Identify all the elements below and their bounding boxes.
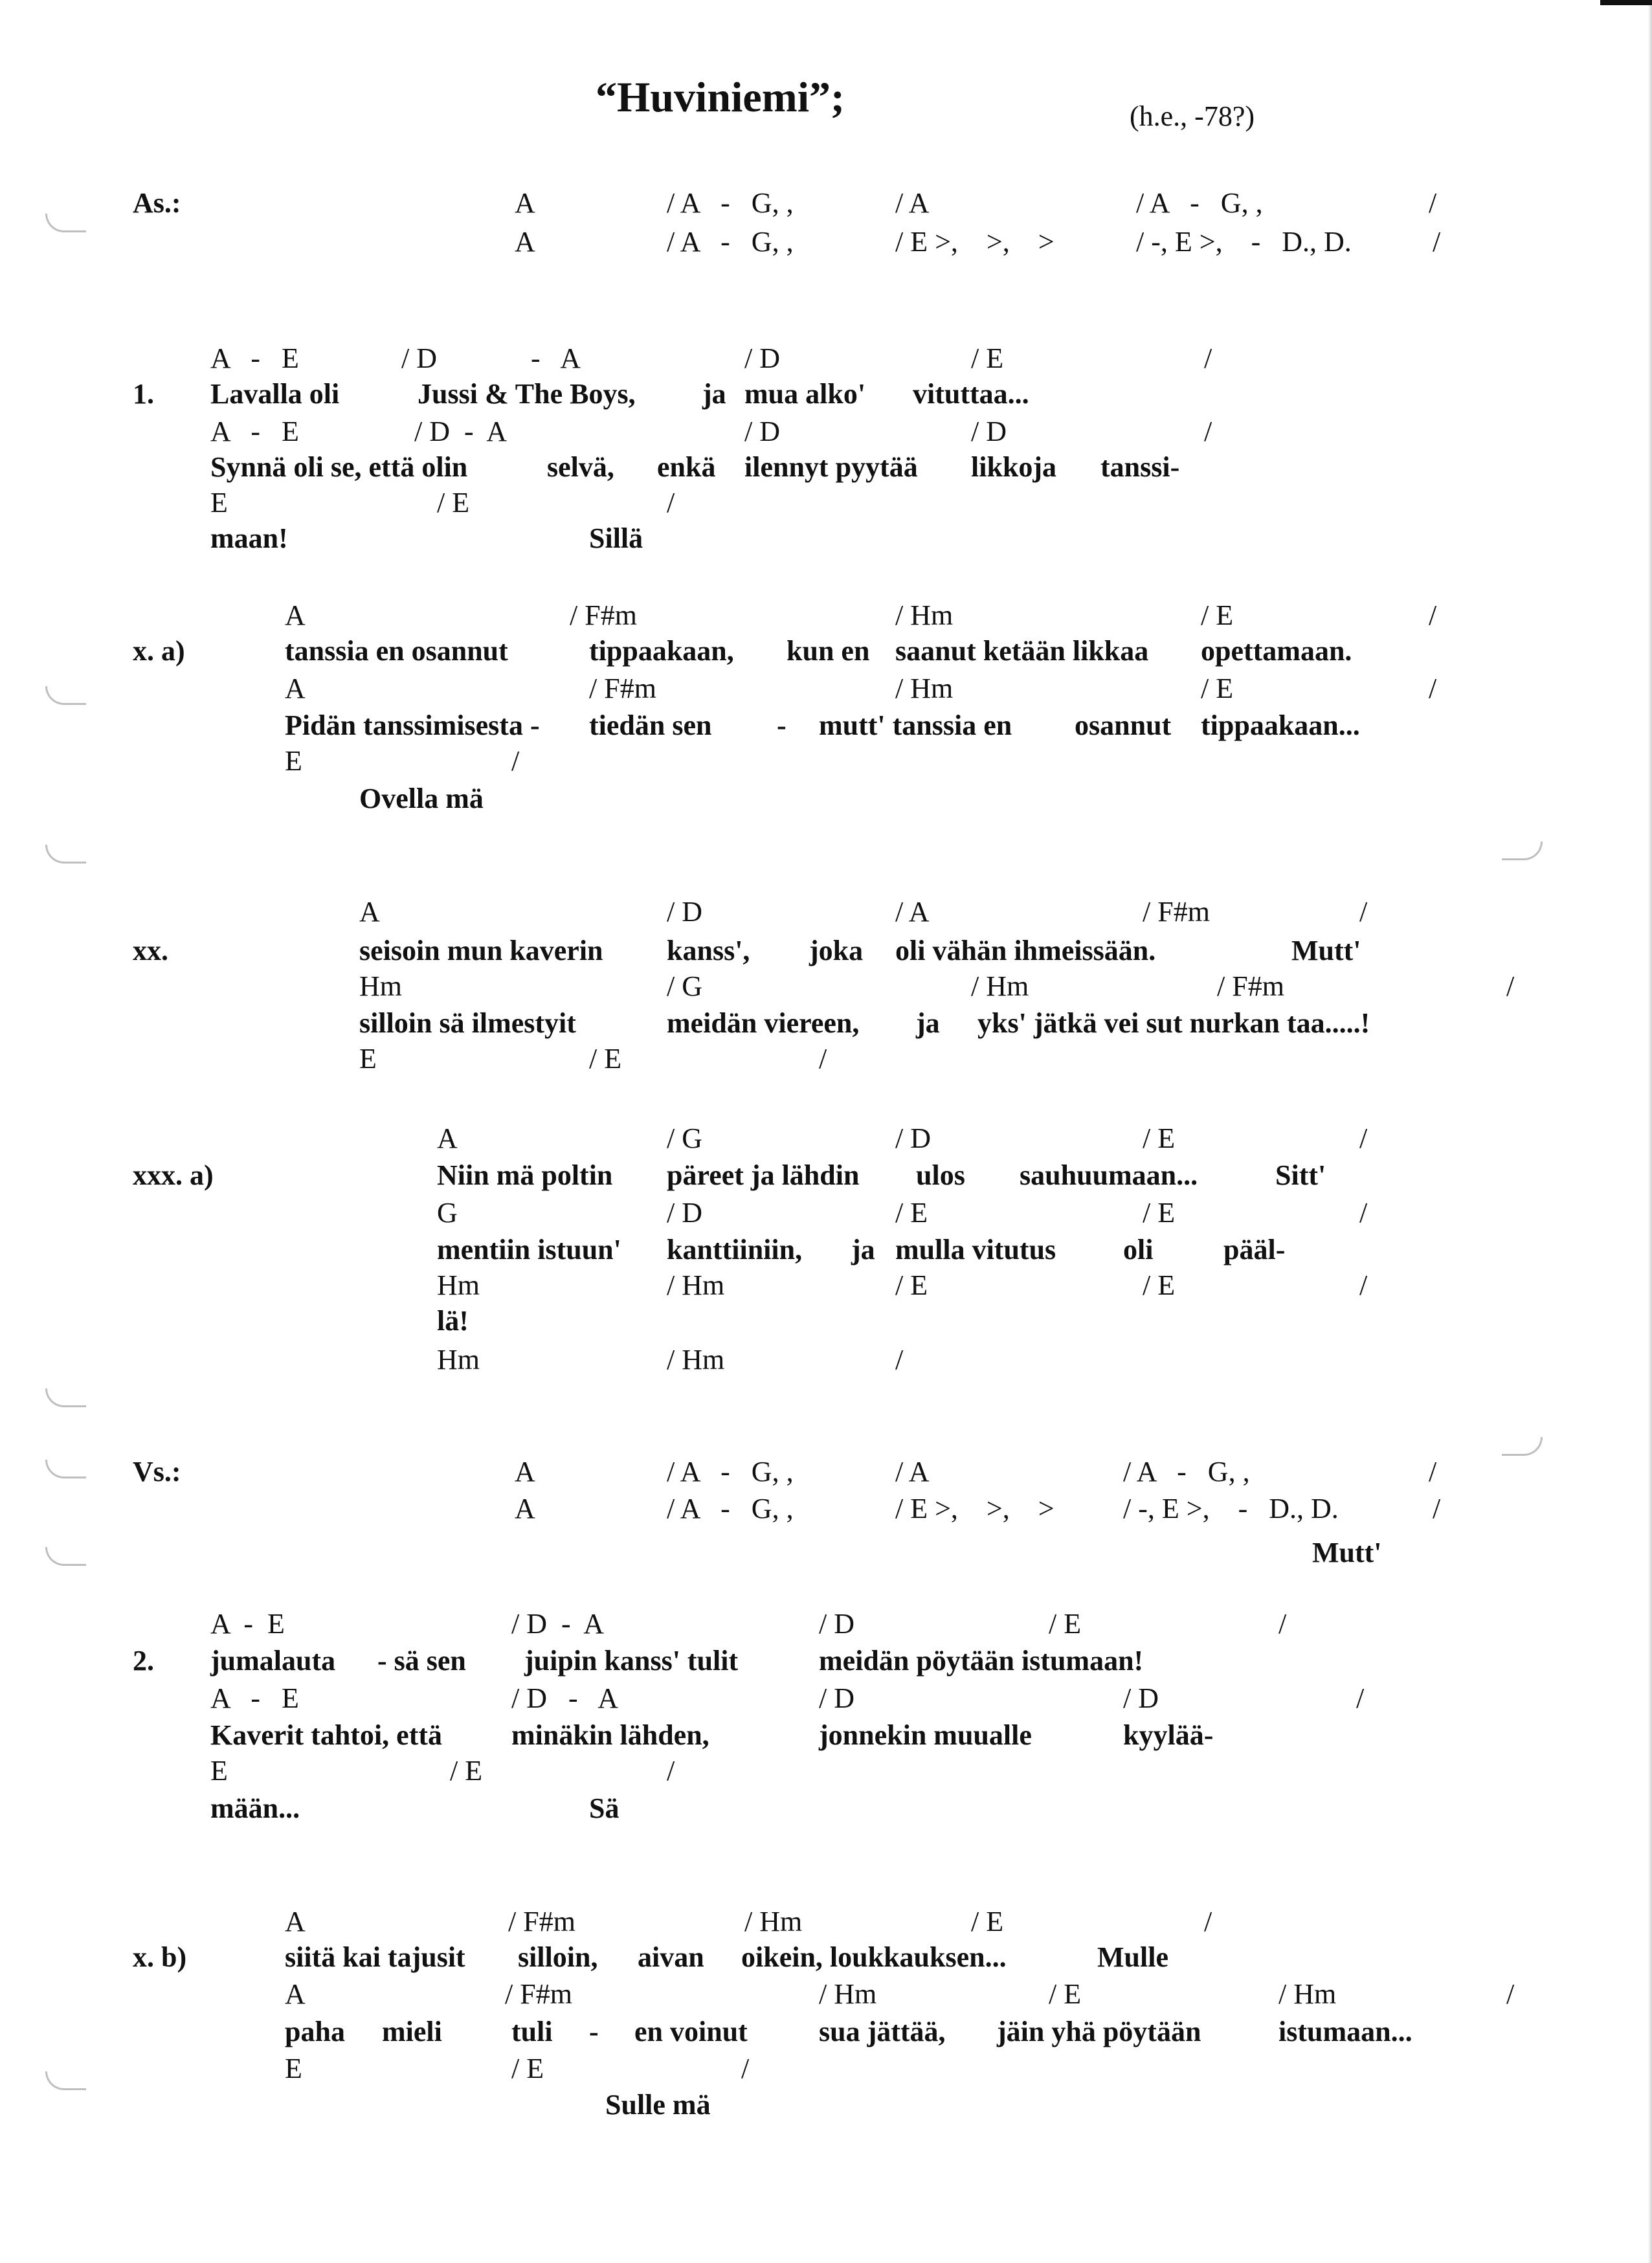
chord-text: / G (667, 1122, 702, 1154)
chord-text: / E (971, 1906, 1004, 1937)
chord-text: / D (819, 1682, 854, 1714)
chord-text: / E (1049, 1978, 1082, 2010)
punch-mark (1502, 842, 1543, 860)
lyric-text: Sitt' (1275, 1159, 1326, 1191)
chord-text: / (1433, 226, 1441, 258)
lyric-text: sauhuumaan... (1020, 1159, 1198, 1191)
lyric-text: en voinut (634, 2016, 748, 2047)
lyric-text: oli (1123, 1234, 1154, 1265)
chord-text: / E (895, 1269, 928, 1301)
lyric-text: x. b) (133, 1941, 187, 1973)
chord-text: / D - A (511, 1682, 618, 1714)
lyric-text: Sulle mä (605, 2089, 711, 2121)
lyric-text: xxx. a) (133, 1159, 214, 1191)
lyric-text: maan! (210, 522, 288, 554)
lyric-text: Pidän tanssimisesta - (285, 709, 540, 741)
chord-text: Hm (359, 970, 402, 1002)
punch-mark (45, 1547, 86, 1566)
chord-text: / (1356, 1682, 1365, 1714)
lyric-text: ja (916, 1007, 940, 1039)
chord-text: / F#m (1143, 896, 1210, 928)
lyric-text: Sä (589, 1792, 620, 1824)
lyric-text: mutt' tanssia en (819, 709, 1012, 741)
chord-text: / (1204, 342, 1212, 374)
scan-corner-mark (1600, 0, 1652, 5)
lyric-text: seisoin mun kaverin (359, 935, 603, 966)
chord-text: / (1359, 1197, 1368, 1229)
lyric-text: xx. (133, 935, 168, 966)
chord-text: / D (819, 1608, 854, 1640)
lyric-text: Ovella mä (359, 783, 484, 814)
lyric-text: mieli (382, 2016, 442, 2047)
chord-text: A (515, 1493, 535, 1524)
chord-text: / E (589, 1043, 622, 1075)
chord-text: / A (895, 896, 930, 928)
chord-text: / D - A (414, 416, 507, 447)
chord-text: A (285, 599, 306, 631)
punch-mark (45, 1388, 86, 1407)
lyric-text: päreet ja lähdin (667, 1159, 860, 1191)
chord-text: / (1359, 896, 1368, 928)
chord-text: / (667, 1755, 675, 1787)
chord-text: / F#m (505, 1978, 572, 2010)
lyric-text: Mutt' (1312, 1537, 1382, 1568)
chord-text: / A - G, , (1136, 187, 1263, 219)
chord-text: / A - G, , (667, 1493, 794, 1524)
chord-text: / D (667, 896, 702, 928)
lyric-text: ja (702, 378, 726, 410)
lyric-text: tippaakaan, (589, 635, 734, 667)
chord-text: / (1429, 599, 1437, 631)
punch-mark (45, 1460, 86, 1478)
chord-text: / Hm (895, 673, 954, 704)
chord-text: / A (895, 1456, 930, 1488)
chord-text: / E >, >, > (895, 226, 1055, 258)
chord-text: / E (450, 1755, 483, 1787)
lyric-text: 1. (133, 378, 154, 410)
chord-text: / (1204, 1906, 1212, 1937)
lyric-text: aivan (638, 1941, 704, 1973)
lyric-text: ilennyt pyytää (744, 451, 918, 483)
lyric-text: oikein, loukkauksen... (741, 1941, 1007, 1973)
chord-text: / E (971, 342, 1004, 374)
lyric-text: kanss', (667, 935, 750, 966)
punch-mark (45, 214, 86, 232)
chord-text: / D (1123, 1682, 1159, 1714)
chord-text: / F#m (508, 1906, 575, 1937)
lyric-text: paha (285, 2016, 345, 2047)
chord-text: G (437, 1197, 458, 1229)
lyric-text: mentiin istuun' (437, 1234, 621, 1265)
lyric-text: silloin, (518, 1941, 598, 1973)
lyric-text: jonnekin muualle (819, 1719, 1032, 1751)
lyric-text: Jussi & The Boys, (418, 378, 636, 410)
lyric-text: meidän viereen, (667, 1007, 860, 1039)
chord-text: / D (895, 1122, 931, 1154)
chord-text: / -, E >, - D., D. (1123, 1493, 1339, 1524)
lyric-text: 2. (133, 1645, 154, 1677)
chord-text: / E (1143, 1122, 1176, 1154)
chord-text: / (1429, 1456, 1437, 1488)
chord-text: / D (744, 342, 780, 374)
chord-text: / (819, 1043, 827, 1075)
chord-text: / (1359, 1269, 1368, 1301)
lyric-text: oli vähän ihmeissään. (895, 935, 1156, 966)
chord-text: - A (531, 342, 581, 374)
chord-text: / D (401, 342, 437, 374)
lyric-text: kyylää- (1123, 1719, 1214, 1751)
chord-text: / Hm (667, 1344, 725, 1376)
song-title: “Huviniemi”; (596, 74, 845, 121)
chord-text: / E (1143, 1197, 1176, 1229)
lyric-text: opettamaan. (1201, 635, 1352, 667)
lyric-text: tuli (511, 2016, 553, 2047)
lyric-text: mua alko' (744, 378, 866, 410)
chord-text: / (1429, 187, 1437, 219)
chord-text: A (285, 1906, 306, 1937)
chord-text: / Hm (1278, 1978, 1337, 2010)
chord-text: A (359, 896, 380, 928)
chord-text: / A (895, 187, 930, 219)
lyric-text: meidän pöytään istumaan! (819, 1645, 1144, 1677)
chord-text: / A - G, , (667, 187, 794, 219)
lyric-text: Kaverit tahtoi, että (210, 1719, 442, 1751)
lyric-text: selvä, (547, 451, 614, 483)
lyric-text: tippaakaan... (1201, 709, 1360, 741)
lyric-text: tanssi- (1100, 451, 1180, 483)
lyric-text: vituttaa... (913, 378, 1029, 410)
lyric-text: juipin kanss' tulit (524, 1645, 739, 1677)
chord-text: / (741, 2053, 750, 2084)
chord-text: / E (895, 1197, 928, 1229)
chord-text: E (285, 2053, 302, 2084)
lyric-text: silloin sä ilmestyit (359, 1007, 576, 1039)
chord-text: E (359, 1043, 377, 1075)
chord-text: / F#m (570, 599, 637, 631)
chord-text: / -, E >, - D., D. (1136, 226, 1352, 258)
chord-text: / D - A (511, 1608, 604, 1640)
chord-text: / (1506, 970, 1515, 1002)
chord-text: / A - G, , (667, 1456, 794, 1488)
punch-mark (45, 2071, 86, 2090)
chord-text: E (210, 1755, 228, 1787)
chord-text: A - E (210, 1608, 285, 1640)
lyric-text: Lavalla oli (210, 378, 340, 410)
chord-text: / (1433, 1493, 1441, 1524)
lyric-text: pääl- (1223, 1234, 1286, 1265)
chord-text: / E >, >, > (895, 1493, 1055, 1524)
chord-text: / Hm (971, 970, 1029, 1002)
lyric-text: Niin mä poltin (437, 1159, 613, 1191)
lyric-text: Synnä oli se, että olin (210, 451, 468, 483)
chord-text: / E (437, 487, 470, 518)
chord-text: / D (971, 416, 1007, 447)
lyric-text: tiedän sen (589, 709, 712, 741)
song-subtitle: (h.e., -78?) (1130, 100, 1255, 132)
chord-text: / Hm (744, 1906, 803, 1937)
chord-text: / E (1143, 1269, 1176, 1301)
lyric-text: - (589, 2016, 599, 2047)
lyric-text: enkä (657, 451, 716, 483)
lyric-text: likkoja (971, 451, 1057, 483)
chord-text: / Hm (895, 599, 954, 631)
chord-text: E (210, 487, 228, 518)
lyric-text: - (777, 709, 787, 741)
chord-text: / D (667, 1197, 702, 1229)
section-label: As.: (133, 187, 181, 219)
punch-mark (1502, 1437, 1543, 1456)
chord-text: / (1278, 1608, 1287, 1640)
chord-text: A (285, 673, 306, 704)
punch-mark (45, 686, 86, 705)
lyric-text: mään... (210, 1792, 300, 1824)
chord-text: E (285, 745, 302, 777)
chord-text: Hm (437, 1344, 480, 1376)
chord-text: A (515, 1456, 535, 1488)
section-label: Vs.: (133, 1456, 181, 1488)
lyric-text: Mutt' (1291, 935, 1361, 966)
lyric-text: siitä kai tajusit (285, 1941, 465, 1973)
chord-text: / Hm (667, 1269, 725, 1301)
chord-text: / Hm (819, 1978, 877, 2010)
lyric-text: osannut (1075, 709, 1172, 741)
chord-text: A (285, 1978, 306, 2010)
chord-text: / (511, 745, 520, 777)
chord-text: / (1429, 673, 1437, 704)
lyric-text: tanssia en osannut (285, 635, 508, 667)
lyric-text: ja (851, 1234, 875, 1265)
chord-text: A - E (210, 1682, 299, 1714)
lyric-text: lä! (437, 1305, 469, 1337)
lyric-text: minäkin lähden, (511, 1719, 709, 1751)
lyric-text: - sä sen (377, 1645, 466, 1677)
chord-text: / E (1201, 599, 1234, 631)
chord-text: A (515, 226, 535, 258)
lyric-text: joka (809, 935, 864, 966)
scan-edge (1648, 0, 1652, 2263)
lyric-text: saanut ketään likkaa (895, 635, 1149, 667)
chord-text: / E (511, 2053, 544, 2084)
lyric-text: kun en (787, 635, 870, 667)
chord-text: / A - G, , (667, 226, 794, 258)
chord-text: / (1506, 1978, 1515, 2010)
lyric-text: Mulle (1097, 1941, 1168, 1973)
chord-text: A (437, 1122, 458, 1154)
lyric-text: yks' jätkä vei sut nurkan taa.....! (977, 1007, 1370, 1039)
lyric-text: jumalauta (210, 1645, 336, 1677)
chord-text: Hm (437, 1269, 480, 1301)
chord-text: A - E (210, 416, 299, 447)
chord-text: / (667, 487, 675, 518)
lyric-text: x. a) (133, 635, 185, 667)
chord-text: / E (1049, 1608, 1082, 1640)
lyric-text: mulla vitutus (895, 1234, 1056, 1265)
chord-text: / G (667, 970, 702, 1002)
chord-text: / D (744, 416, 780, 447)
lyric-text: istumaan... (1278, 2016, 1412, 2047)
chord-text: / A - G, , (1123, 1456, 1250, 1488)
chord-text: / F#m (1217, 970, 1284, 1002)
chord-text: A (515, 187, 535, 219)
lyric-text: jäin yhä pöytään (997, 2016, 1201, 2047)
chord-text: / (895, 1344, 904, 1376)
chord-text: / (1359, 1122, 1368, 1154)
lyric-text: kanttiiniin, (667, 1234, 803, 1265)
chord-text: / E (1201, 673, 1234, 704)
punch-mark (45, 845, 86, 864)
chord-text: / F#m (589, 673, 656, 704)
lyric-text: sua jättää, (819, 2016, 946, 2047)
lyric-text: Sillä (589, 522, 643, 554)
chord-text: / (1204, 416, 1212, 447)
chord-text: A - E (210, 342, 299, 374)
lyric-text: ulos (916, 1159, 965, 1191)
